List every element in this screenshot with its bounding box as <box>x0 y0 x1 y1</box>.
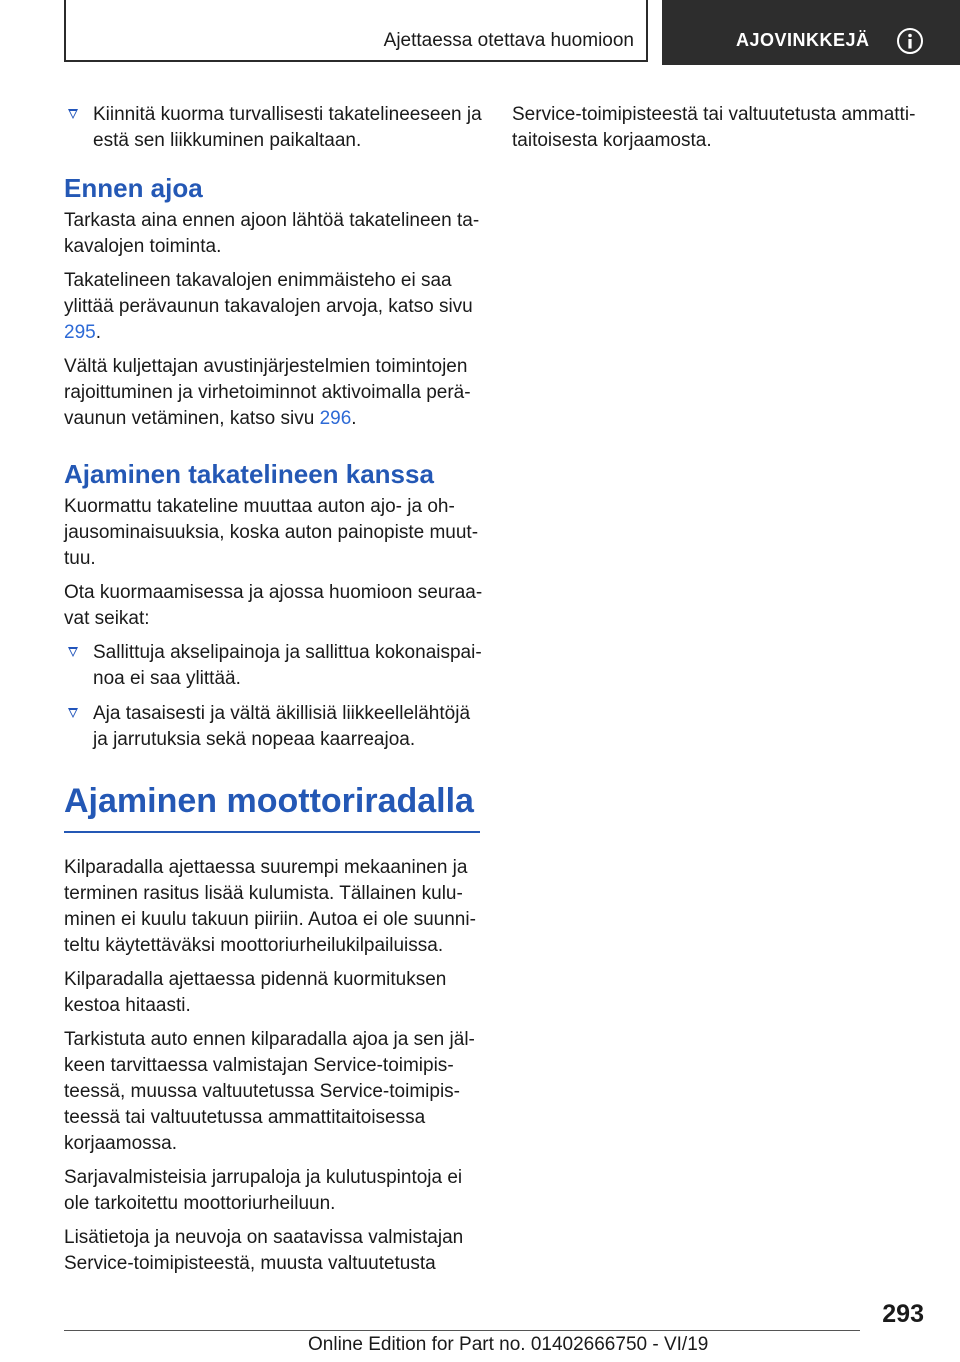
heading-driving-with-carrier: Ajaminen takatelineen kanssa <box>64 459 434 489</box>
paragraph: Takatelineen takavalojen enimmäisteho ei saa ylittää perävaunun takavalojen arvoja, katso sivu 295. <box>64 270 473 343</box>
footer-divider <box>64 1330 860 1331</box>
right-column <box>512 102 932 162</box>
page-link-296[interactable]: 296 <box>319 408 352 429</box>
heading-race-track: Ajaminen moottoriradalla <box>64 781 480 833</box>
paragraph-continued: Service-toimipisteestä tai valtuutetusta ammattitaitoisesta korjaamosta. <box>512 104 916 151</box>
page-link-295[interactable]: 295 <box>64 322 96 343</box>
chapter-title: Ajettaessa otettava huomioon <box>383 30 634 51</box>
triangle-bullet-icon <box>68 708 78 718</box>
section-header <box>662 0 960 65</box>
list-item: Kiinnitä kuorma turvallisesti takatelineeseen ja estä sen liikkuminen paikaltaan. <box>64 102 484 154</box>
triangle-bullet-icon <box>68 647 78 657</box>
edition-text: Online Edition for Part no. 01402666750 - VI/19 <box>308 1334 709 1355</box>
paragraph: Kilparadalla ajettaessa suurempi mekaaninen ja terminen rasitus lisää kulumista. Tällainen kuluminen ei kuulu takuun piiriin. Autoa ei ole suunniteltu käytettäväksi moottoriurheilukilpailuissa. <box>64 857 476 956</box>
page-number: 293 <box>882 1300 924 1328</box>
bullet-list-top <box>64 102 484 154</box>
list-item: Sallittuja akselipainoja ja sallittua kokonaispainoa ei saa ylittää. <box>64 640 484 692</box>
list-item: Aja tasaisesti ja vältä äkillisiä liikkeellelähtöjä ja jarrutuksia sekä nopeaa kaarreajoa. <box>64 701 484 753</box>
info-icon[interactable] <box>896 27 924 55</box>
paragraph: Kilparadalla ajettaessa pidennä kuormituksen kestoa hitaasti. <box>64 969 447 1016</box>
heading-before-driving: Ennen ajoa <box>64 173 203 203</box>
bullet-list <box>64 640 484 753</box>
left-column <box>64 102 484 1285</box>
paragraph: Tarkasta aina ennen ajoon lähtöä takatelineen takavalojen toiminta. <box>64 210 480 257</box>
paragraph: Ota kuormaamisessa ja ajossa huomioon seuraavat seikat: <box>64 582 483 629</box>
paragraph: Tarkistuta auto ennen kilparadalla ajoa ja sen jälkeen tarvittaessa valmistajan Service-toimipisteessä, muussa valtuutetussa Service-toimipisteessä tai valtuutetussa ammattitaitoisessa korjaamossa. <box>64 1029 475 1154</box>
triangle-bullet-icon <box>68 109 78 119</box>
chapter-header <box>64 0 648 62</box>
paragraph: Kuormattu takateline muuttaa auton ajo- ja ohjausominaisuuksia, koska auton painopiste muuttuu. <box>64 496 479 569</box>
paragraph: Lisätietoja ja neuvoja on saatavissa valmistajan Service-toimipisteestä, muusta valtuutetusta <box>64 1227 464 1274</box>
paragraph: Vältä kuljettajan avustinjärjestelmien toimintojen rajoittuminen ja virhetoiminnot aktivoimalla perävaunun vetäminen, katso sivu 296. <box>64 356 471 429</box>
paragraph: Sarjavalmisteisia jarrupaloja ja kulutuspintoja ei ole tarkoitettu moottoriurheiluun. <box>64 1167 463 1214</box>
section-title: AJOVINKKEJÄ <box>736 30 870 50</box>
